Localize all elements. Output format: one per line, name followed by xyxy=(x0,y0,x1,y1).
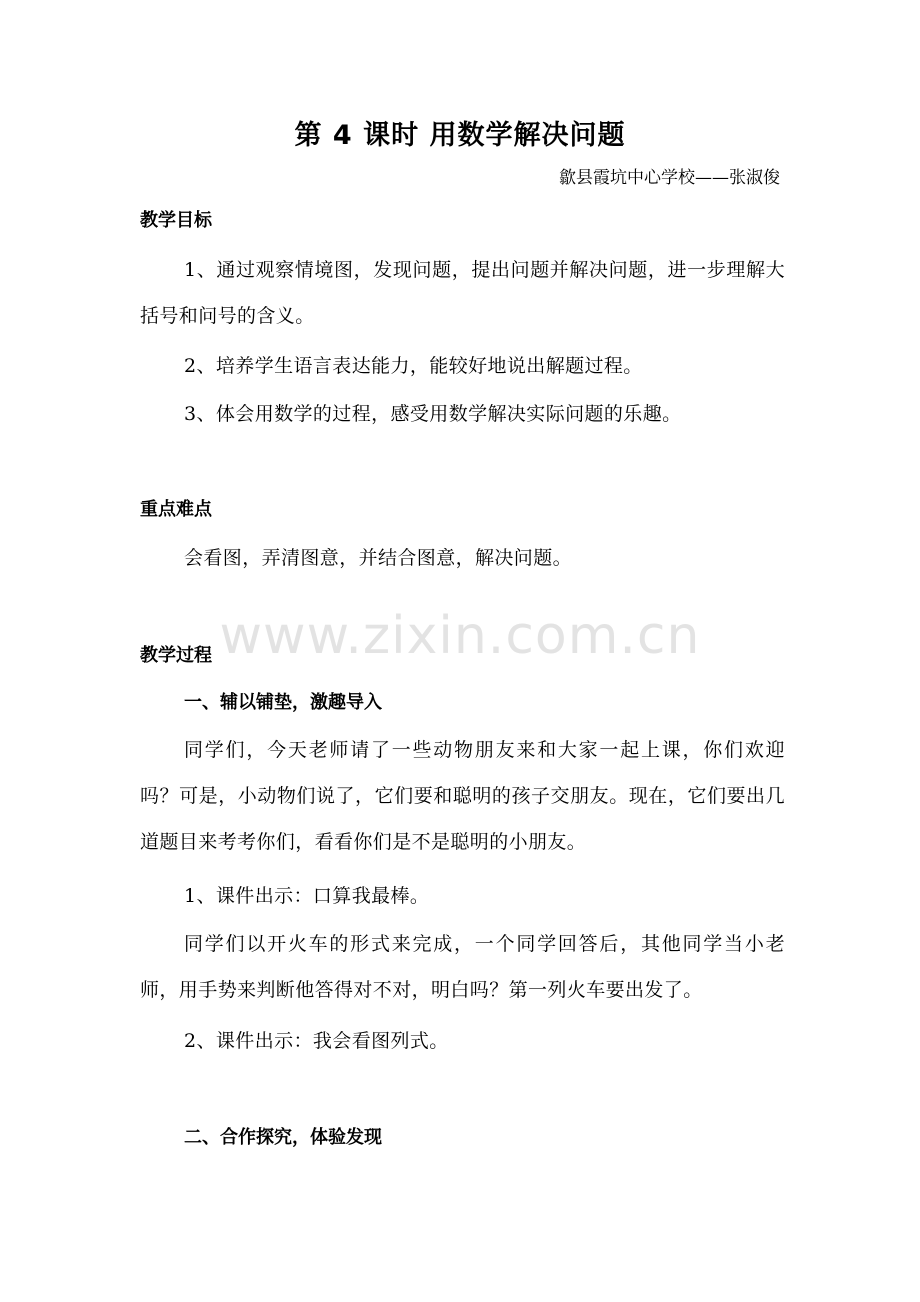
section-heading-process: 教学过程 xyxy=(140,645,212,666)
document-title: 第 4 课时 用数学解决问题 xyxy=(294,120,626,151)
process-paragraph-1: 同学们，今天老师请了一些动物朋友来和大家一起上课，你们欢迎吗？可是，小动物们说了，它们要和聪明的孩子交朋友。现在，它们要出几道题目来考考你们，看看你们是不是聪明的小朋友。 xyxy=(140,739,785,853)
process-part2-heading: 二、合作探究，体验发现 xyxy=(184,1127,382,1148)
goal-item-2: 2、培养学生语言表达能力，能较好地说出解题过程。 xyxy=(184,355,643,377)
key-points-text: 会看图，弄清图意，并结合图意，解决问题。 xyxy=(184,547,573,569)
section-heading-goals: 教学目标 xyxy=(140,210,212,231)
goal-item-1: 1、通过观察情境图，发现问题，提出问题并解决问题，进一步理解大括号和问号的含义。 xyxy=(140,259,785,327)
section-heading-key-points: 重点难点 xyxy=(140,499,212,520)
process-paragraph-4: 2、课件出示：我会看图列式。 xyxy=(184,1030,449,1052)
watermark: www.zixin.com.cn xyxy=(219,606,701,666)
process-paragraph-3: 同学们以开火车的形式来完成，一个同学回答后，其他同学当小老师，用手势来判断他答得对不对，明白吗？第一列火车要出发了。 xyxy=(140,933,785,1001)
document-author: 歙县霞坑中心学校——张淑俊 xyxy=(559,168,780,188)
process-paragraph-2: 1、课件出示：口算我最棒。 xyxy=(184,885,430,907)
process-part1-heading: 一、辅以铺垫，激趣导入 xyxy=(184,692,382,713)
goal-item-3: 3、体会用数学的过程，感受用数学解决实际问题的乐趣。 xyxy=(184,403,682,425)
